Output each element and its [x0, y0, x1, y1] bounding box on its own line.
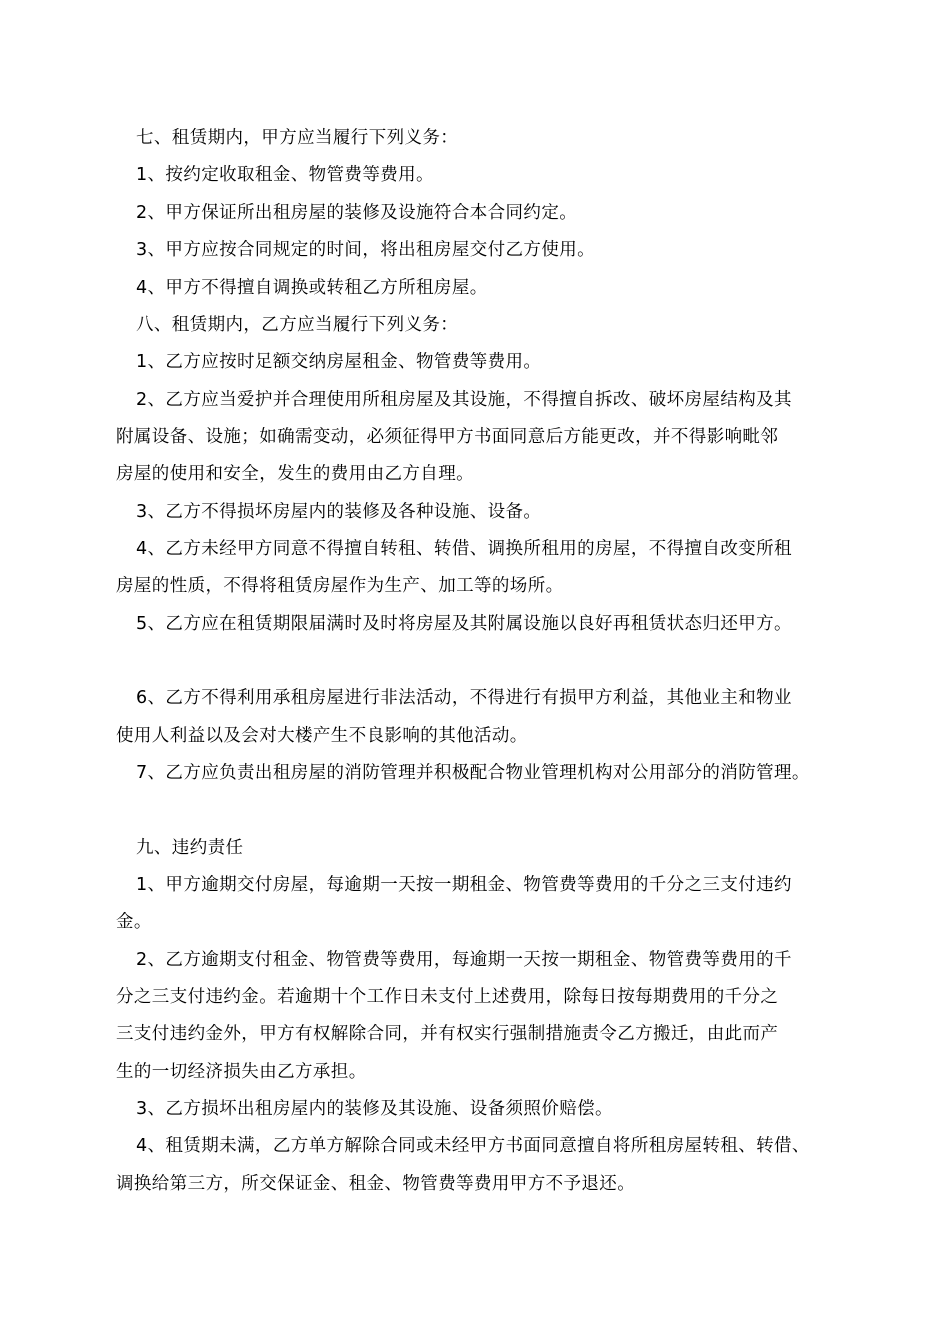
- section-9-item-2-line-3: 三支付违约金外，甲方有权解除合同，并有权实行强制措施责令乙方搬迁，由此而产: [116, 1024, 779, 1044]
- section-9-item-4-line-2: 调换给第三方，所交保证金、租金、物管费等费用甲方不予退还。: [116, 1174, 636, 1194]
- section-9-item-2-line-1: 2、乙方逾期支付租金、物管费等费用，每逾期一天按一期租金、物管费等费用的千: [136, 950, 792, 970]
- section-7-item-3: 3、甲方应按合同规定的时间，将出租房屋交付乙方使用。: [136, 240, 596, 260]
- section-7-item-2: 2、甲方保证所出租房屋的装修及设施符合本合同约定。: [136, 203, 578, 223]
- section-8-heading: 八、租赁期内，乙方应当履行下列义务：: [136, 315, 459, 335]
- section-8-item-4-line-1: 4、乙方未经甲方同意不得擅自转租、转借、调换所租用的房屋，不得擅自改变所租: [136, 539, 792, 559]
- section-7-heading: 七、租赁期内，甲方应当履行下列义务：: [136, 128, 459, 148]
- section-9-item-3: 3、乙方损坏出租房屋内的装修及其设施、设备须照价赔偿。: [136, 1099, 613, 1119]
- section-9-item-2-line-4: 生的一切经济损失由乙方承担。: [116, 1062, 367, 1082]
- section-9-item-4-line-1: 4、租赁期未满，乙方单方解除合同或未经甲方书面同意擅自将所租房屋转租、转借、: [136, 1136, 810, 1156]
- section-8-item-1: 1、乙方应按时足额交纳房屋租金、物管费等费用。: [136, 352, 542, 372]
- section-7-item-4: 4、甲方不得擅自调换或转租乙方所租房屋。: [136, 278, 488, 298]
- section-8-item-5: 5、乙方应在租赁期限届满时及时将房屋及其附属设施以良好再租赁状态归还甲方。: [136, 614, 792, 634]
- section-9-item-1-line-2: 金。: [116, 912, 152, 932]
- section-8-item-4-line-2: 房屋的性质，不得将租赁房屋作为生产、加工等的场所。: [116, 576, 564, 596]
- section-9-item-1-line-1: 1、甲方逾期交付房屋，每逾期一天按一期租金、物管费等费用的千分之三支付违约: [136, 875, 792, 895]
- section-8-item-6-line-2: 使用人利益以及会对大楼产生不良影响的其他活动。: [116, 726, 528, 746]
- section-7-item-1: 1、按约定收取租金、物管费等费用。: [136, 165, 434, 185]
- section-9-heading: 九、违约责任: [136, 838, 244, 858]
- section-8-item-6-line-1: 6、乙方不得利用承租房屋进行非法活动，不得进行有损甲方利益，其他业主和物业: [136, 688, 792, 708]
- section-8-item-7: 7、乙方应负责出租房屋的消防管理并积极配合物业管理机构对公用部分的消防管理。: [136, 763, 810, 783]
- section-8-item-2-line-1: 2、乙方应当爱护并合理使用所租房屋及其设施，不得擅自拆改、破坏房屋结构及其: [136, 390, 792, 410]
- section-8-item-2-line-3: 房屋的使用和安全，发生的费用由乙方自理。: [116, 464, 474, 484]
- section-8-item-3: 3、乙方不得损坏房屋内的装修及各种设施、设备。: [136, 502, 542, 522]
- section-8-item-2-line-2: 附属设备、设施；如确需变动，必须征得甲方书面同意后方能更改，并不得影响毗邻: [116, 427, 779, 447]
- section-9-item-2-line-2: 分之三支付违约金。若逾期十个工作日未支付上述费用，除每日按每期费用的千分之: [116, 987, 779, 1007]
